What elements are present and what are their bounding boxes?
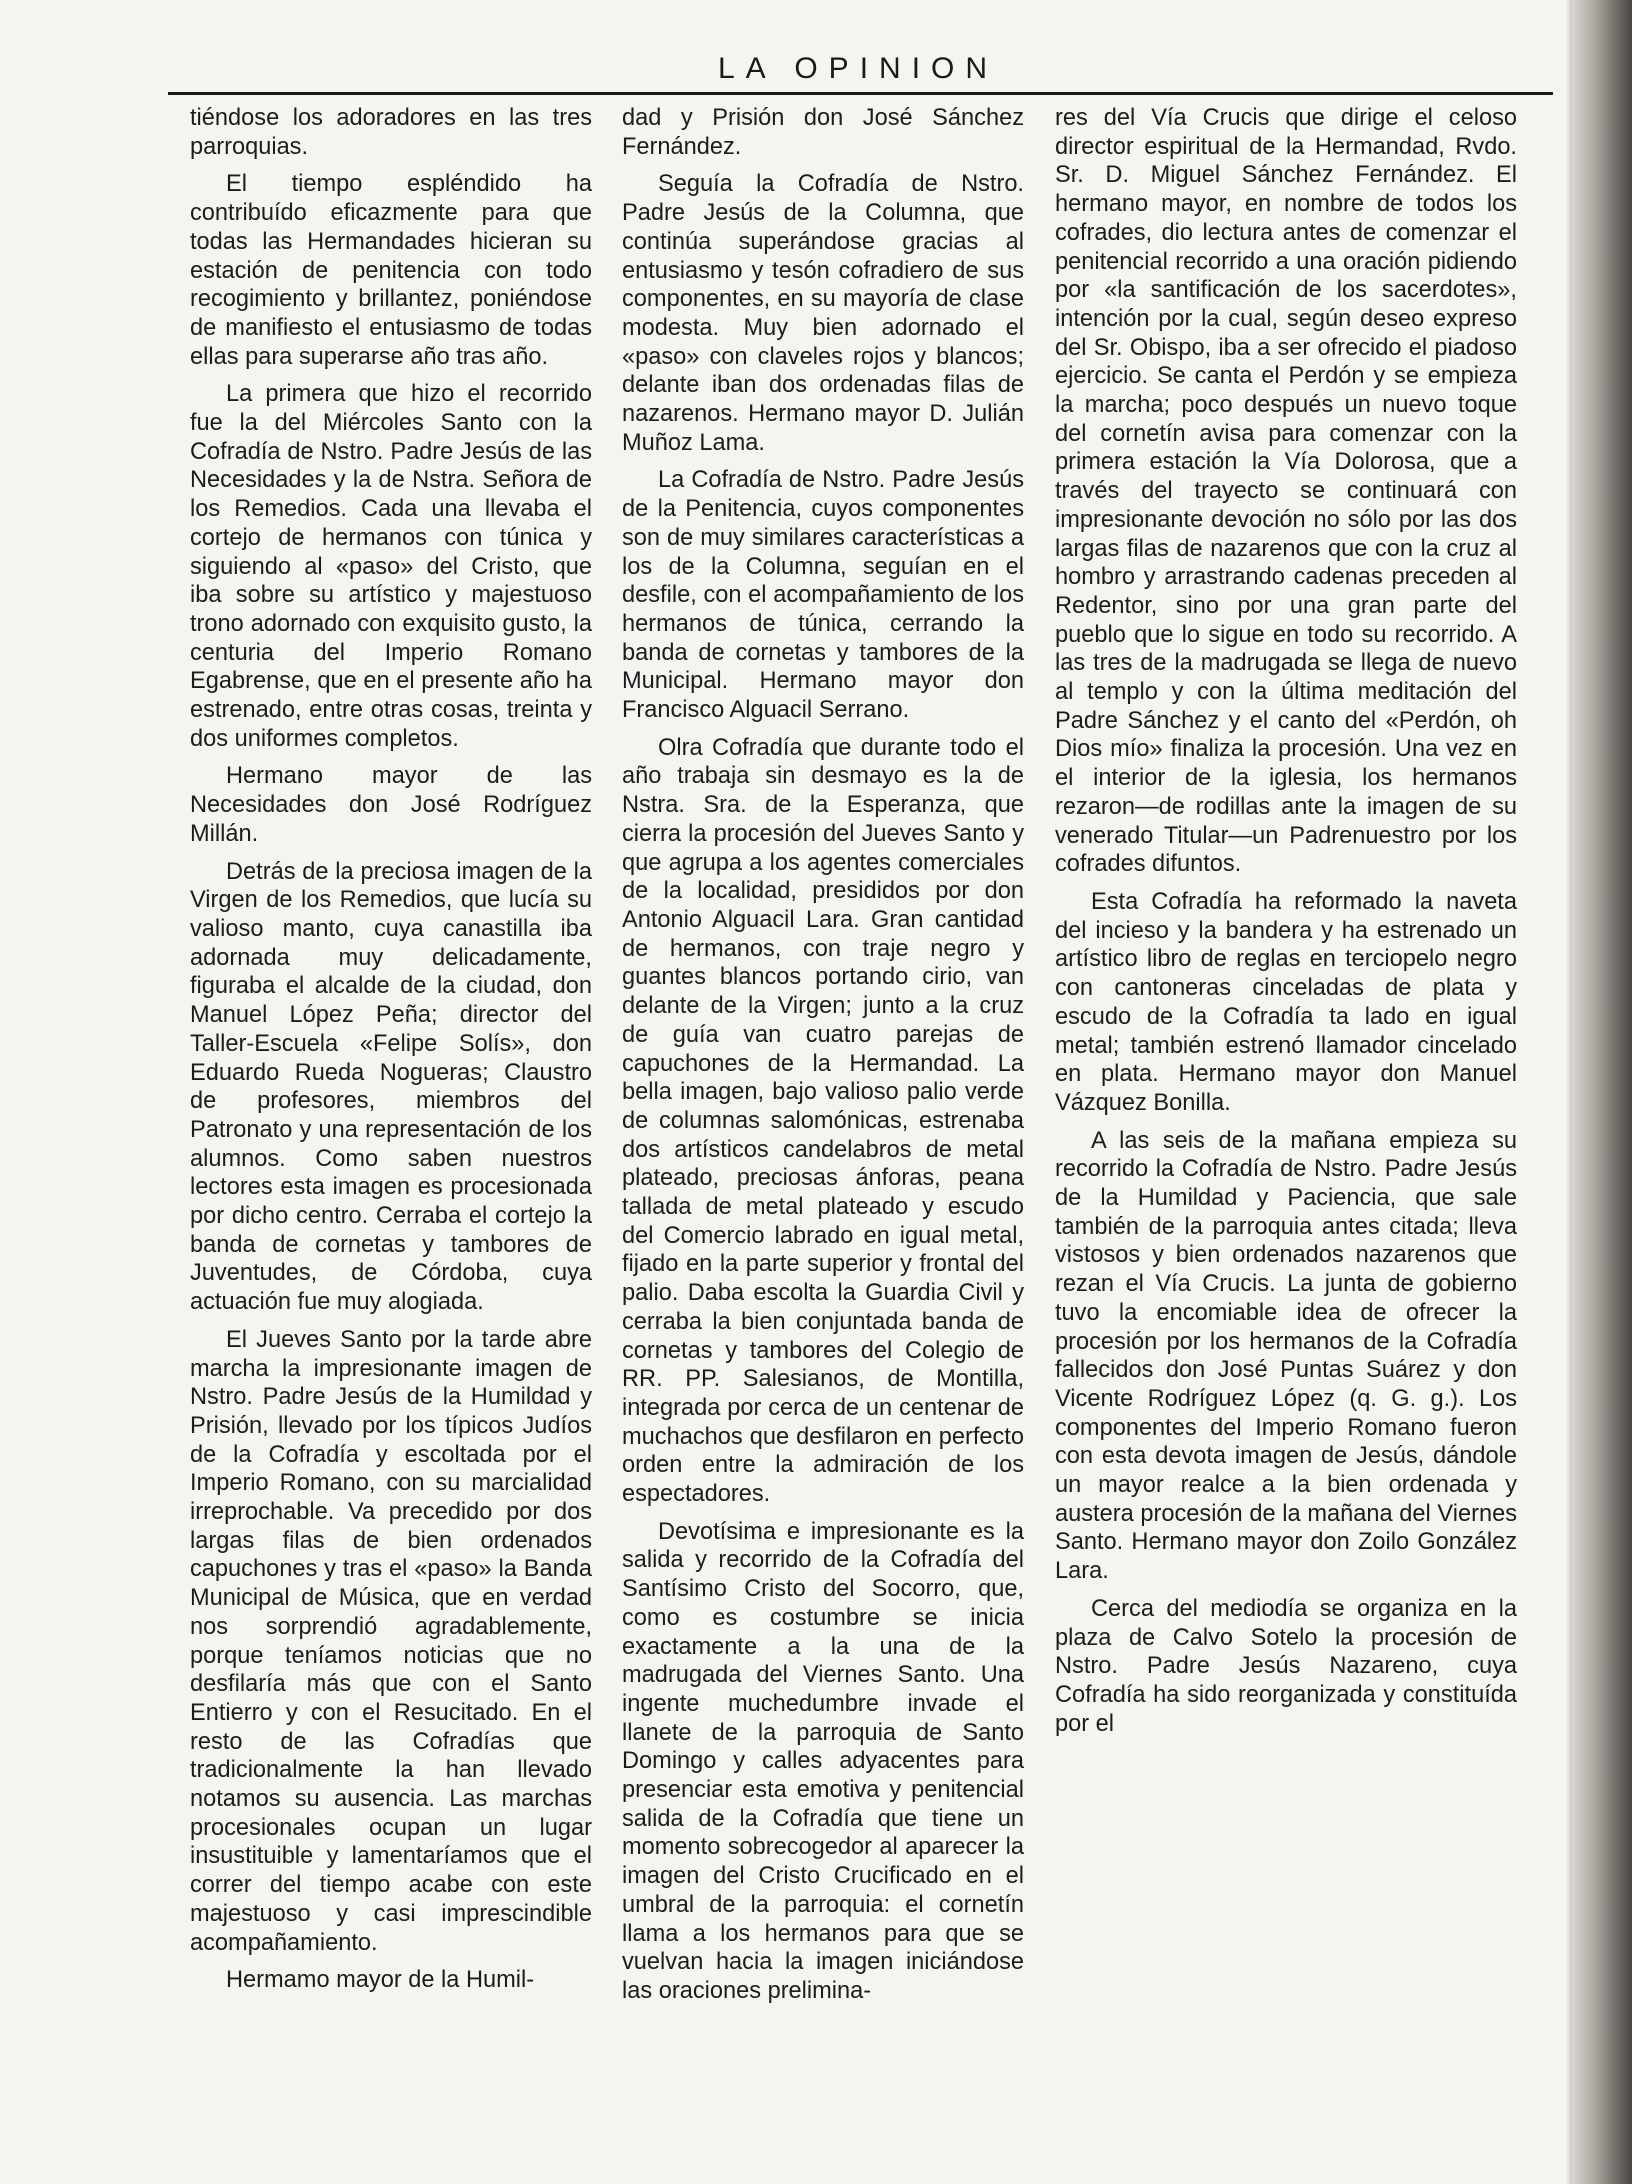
paragraph: El Jueves Santo por la tarde abre marcha la impresionante imagen de Nstro. Padre Jesús de la Humildad y Prisión, llevado por los típicos Judíos de la Cofradía y escoltada por el Imperio Romano, con su marcialidad irreprochable. Va precedido por dos largas filas de bien ordenados capuchones y tras el «paso» la Banda Municipal de Música, que en verdad nos sorprendió agradablemente, porque teníamos noticias que no desfilaría más que con el Santo Entierro y con el Resucitado. En el resto de las Cofradías que tradicionalmente la han llevado notamos su ausencia. Las marchas procesionales ocupan un lugar insustituible y lamentaríamos que el correr del tiempo acabe con este majestuoso y casi imprescindible acompañamiento. xyxy=(190,1326,592,1956)
paragraph: La Cofradía de Nstro. Padre Jesús de la Penitencia, cuyos componentes son de muy similares características a los de la Columna, seguían en el desfile, con el acompañamiento de los hermanos de túnica, cerrando la banda de cornetas y tambores de la Municipal. Hermano mayor don Francisco Alguacil Serrano. xyxy=(622,467,1024,724)
paragraph: Cerca del mediodía se organiza en la plaza de Calvo Sotelo la procesión de Nstro. Padre Jesús Nazareno, cuya Cofradía ha sido reorganizada y constituída por el xyxy=(1055,1595,1517,1737)
paragraph: tiéndose los adoradores en las tres parroquias. xyxy=(190,105,592,160)
header-rule xyxy=(168,92,1553,95)
paragraph: Hermamo mayor de la Humil- xyxy=(226,1967,535,1994)
paragraph: Seguía la Cofradía de Nstro. Padre Jesús de la Columna, que continúa superándose gracias al entusiasmo y tesón cofradiero de sus componentes, en su mayoría de clase modesta. Muy bien adornado el «paso» con claveles rojos y blancos; delante iban dos ordenadas filas de nazarenos. Hermano mayor D. Julián Muñoz Lama. xyxy=(622,171,1024,456)
column-3 xyxy=(1055,104,1517,2144)
paragraph: res del Vía Crucis que dirige el celoso director espiritual de la Hermandad, Rvdo. Sr. D. Miguel Sánchez Fernández. El hermano mayor, en nombre de todos los cofrades, dio lectura antes de comenzar el penitencial recorrido a una oración pidiendo por «la santificación de los sacerdotes», intención por la cual, según deseo expreso del Sr. Obispo, iba a ser ofrecido el piadoso ejercicio. Se canta el Perdón y se empieza la marcha; poco después un nuevo toque del cornetín avisa para comenzar con la primera estación la Vía Dolorosa, que a través del trayecto se continuará con impresionante devoción no sólo por las dos largas filas de nazarenos que con la cruz al hombro y arrastrando cadenas preceden al Redentor, sino por una gran parte del pueblo que lo sigue en todo su recorrido. A las tres de la madrugada se llega de nuevo al templo y con la última meditación del Padre Sánchez y el canto del «Perdón, oh Dios mío» finaliza la procesión. Una vez en el interior de la iglesia, los hermanos rezaron—de rodillas ante la imagen de su venerado Titular—un Padrenuestro por los cofrades difuntos. xyxy=(1055,105,1517,878)
column-1 xyxy=(190,104,592,2144)
paragraph: Olra Cofradía que durante todo el año trabaja sin desmayo es la de Nstra. Sra. de la Esperanza, que cierra la procesión del Jueves Santo y que agrupa a los agentes comerciales de la localidad, presididos por don Antonio Alguacil Lara. Gran cantidad de hermanos, con traje negro y guantes blancos portando cirio, van delante de la Virgen; junto a la cruz de guía van cuatro parejas de capuchones de la Hermandad. La bella imagen, bajo valioso palio verde de columnas salomónicas, estrenaba dos artísticos candelabros de metal plateado, preciosas ánforas, peana tallada de metal plateado y escudo del Comercio labrado en igual metal, fijado en la parte superior y frontal del palio. Daba escolta la Guardia Civil y cerraba la bien conjuntada banda de cornetas y tambores del Colegio de RR. PP. Salesianos, de Montilla, integrada por cerca de un centenar de muchachos que desfilaron en perfecto orden entre la admiración de los espectadores. xyxy=(622,734,1024,1508)
paragraph: Detrás de la preciosa imagen de la Virgen de los Remedios, que lucía su valioso manto, cuya canastilla iba adornada muy delicadamente, figuraba el alcalde de la ciudad, don Manuel López Peña; director del Taller-Escuela «Felipe Solís», don Eduardo Rueda Nogueras; Claustro de profesores, miembros del Patronato y una representación de los alumnos. Como saben nuestros lectores esta imagen es procesionada por dicho centro. Cerraba el cortejo la banda de cornetas y tambores de Juventudes, de Córdoba, cuya actuación fue muy alogiada. xyxy=(190,858,592,1316)
paragraph: A las seis de la mañana empieza su recorrido la Cofradía de Nstro. Padre Jesús de la Humildad y Paciencia, que sale también de la parroquia antes citada; lleva vistosos y bien ordenados nazarenos que rezan el Vía Crucis. La junta de gobierno tuvo la encomiable idea de ofrecer la procesión por los hermanos de la Cofradía fallecidos don José Puntas Suárez y don Vicente Rodríguez López (q. G. g.). Los componentes del Imperio Romano fueron con esta devota imagen de Jesús, dándole un mayor realce a la bien ordenada y austera procesión de la mañana del Viernes Santo. Hermano mayor don Zoilo González Lara. xyxy=(1055,1127,1517,1585)
paragraph: dad y Prisión don José Sánchez Fernández. xyxy=(622,105,1024,160)
paragraph: Esta Cofradía ha reformado la naveta del incieso y la bandera y ha estrenado un artístico libro de reglas en terciopelo negro con cantoneras cinceladas de plata y escudo de la Cofradía ta lado en igual metal; también estrenó llamador cincelado en plata. Hermano mayor don Manuel Vázquez Bonilla. xyxy=(1055,888,1517,1116)
masthead-title: LA OPINION xyxy=(717,52,999,85)
column-2 xyxy=(622,104,1024,2144)
paragraph: La primera que hizo el recorrido fue la del Miércoles Santo con la Cofradía de Nstro. Padre Jesús de las Necesidades y la de Nstra. Señora de los Remedios. Cada una llevaba el cortejo de hermanos con túnica y siguiendo al «paso» del Cristo, que iba sobre su artístico y majestuoso trono adornado con exquisito gusto, la centuria del Imperio Romano Egabrense, que en el presente año ha estrenado, entre otras cosas, treinta y dos uniformes completos. xyxy=(190,381,592,752)
paragraph: Devotísima e impresionante es la salida y recorrido de la Cofradía del Santísimo Cristo del Socorro, que, como es costumbre se inicia exactamente a la una de la madrugada del Viernes Santo. Una ingente muchedumbre invade el llanete de la parroquia de Santo Domingo y calles adyacentes para presenciar esta emotiva y penitencial salida de la Cofradía que tiene un momento sobrecogedor al aparecer la imagen del Cristo Crucificado en el umbral de la parroquia: el cornetín llama a los hermanos para que se vuelvan hacia la imagen iniciándose las oraciones prelimina- xyxy=(622,1518,1024,2004)
book-spine xyxy=(1572,0,1632,2184)
paragraph: Hermano mayor de las Necesidades don José Rodríguez Millán. xyxy=(190,763,592,847)
paragraph: El tiempo espléndido ha contribuído eficazmente para que todas las Hermandades hicieran su estación de penitencia con todo recogimiento y brillantez, poniéndose de manifiesto el entusiasmo de todas ellas para superarse año tras año. xyxy=(190,171,592,370)
